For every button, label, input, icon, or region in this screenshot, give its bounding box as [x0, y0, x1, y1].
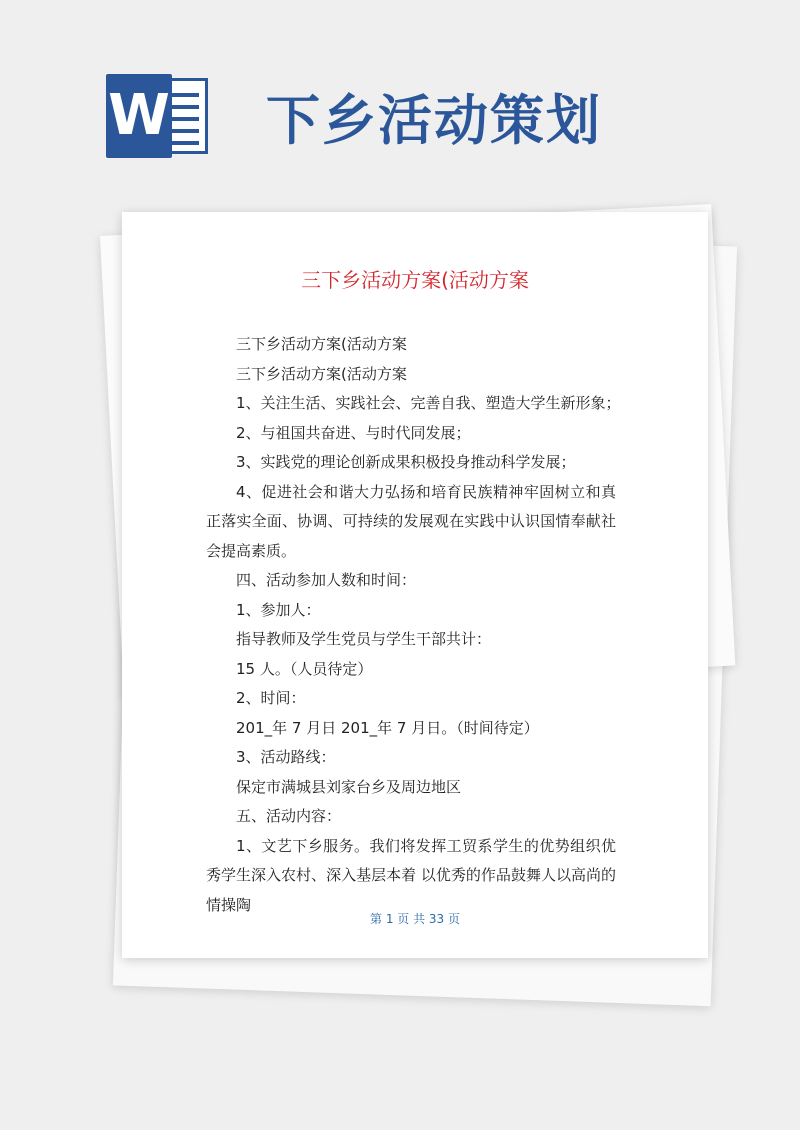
paragraph: 3、实践党的理论创新成果积极投身推动科学发展；: [236, 453, 576, 471]
paragraph: 1、参加人：: [236, 600, 321, 619]
paragraph: 五、活动内容：: [236, 807, 342, 825]
banner: [0, 0, 800, 200]
paragraph: 四、活动参加人数和时间：: [236, 571, 417, 589]
word-letter-badge: W: [106, 74, 172, 158]
page-number-footer: 第 1 页 共 33 页: [370, 912, 460, 926]
paragraph: 保定市满城县刘家台乡及周边地区: [236, 777, 462, 796]
paragraph: 3、活动路线：: [236, 748, 336, 766]
document-title: 三下乡活动方案(活动方案: [301, 268, 529, 292]
paragraph: 15 人。（人员待定）: [236, 659, 373, 678]
paragraph: 1、关注生活、实践社会、完善自我、塑造大学生新形象；: [236, 394, 621, 412]
word-document-icon: [106, 74, 214, 158]
paragraph: 1、文艺下乡服务。我们将发挥工贸系学生的优势组织优秀学生深入农村、深入基层本着 以优秀的作品鼓舞人以高尚的情操陶: [206, 836, 616, 914]
paragraph: 2、与祖国共奋进、与时代同发展；: [236, 423, 471, 442]
paragraph: 三下乡活动方案(活动方案: [236, 335, 407, 353]
paragraph: 指导教师及学生党员与学生干部共计：: [236, 630, 492, 648]
paragraph: 4、促进社会和谐大力弘扬和培育民族精神牢固树立和真正落实全面、协调、可持续的发展观在实践中认识国情奉献社会提高素质。: [206, 482, 616, 560]
paragraph: 2、时间：: [236, 689, 306, 707]
document-page: [122, 212, 708, 958]
paragraph: 201_年 7 月日 201_年 7 月日。（时间待定）: [236, 718, 539, 737]
paragraph: 三下乡活动方案(活动方案: [236, 364, 407, 383]
document-body: [206, 330, 621, 920]
banner-title: 下乡活动策划: [266, 89, 602, 152]
